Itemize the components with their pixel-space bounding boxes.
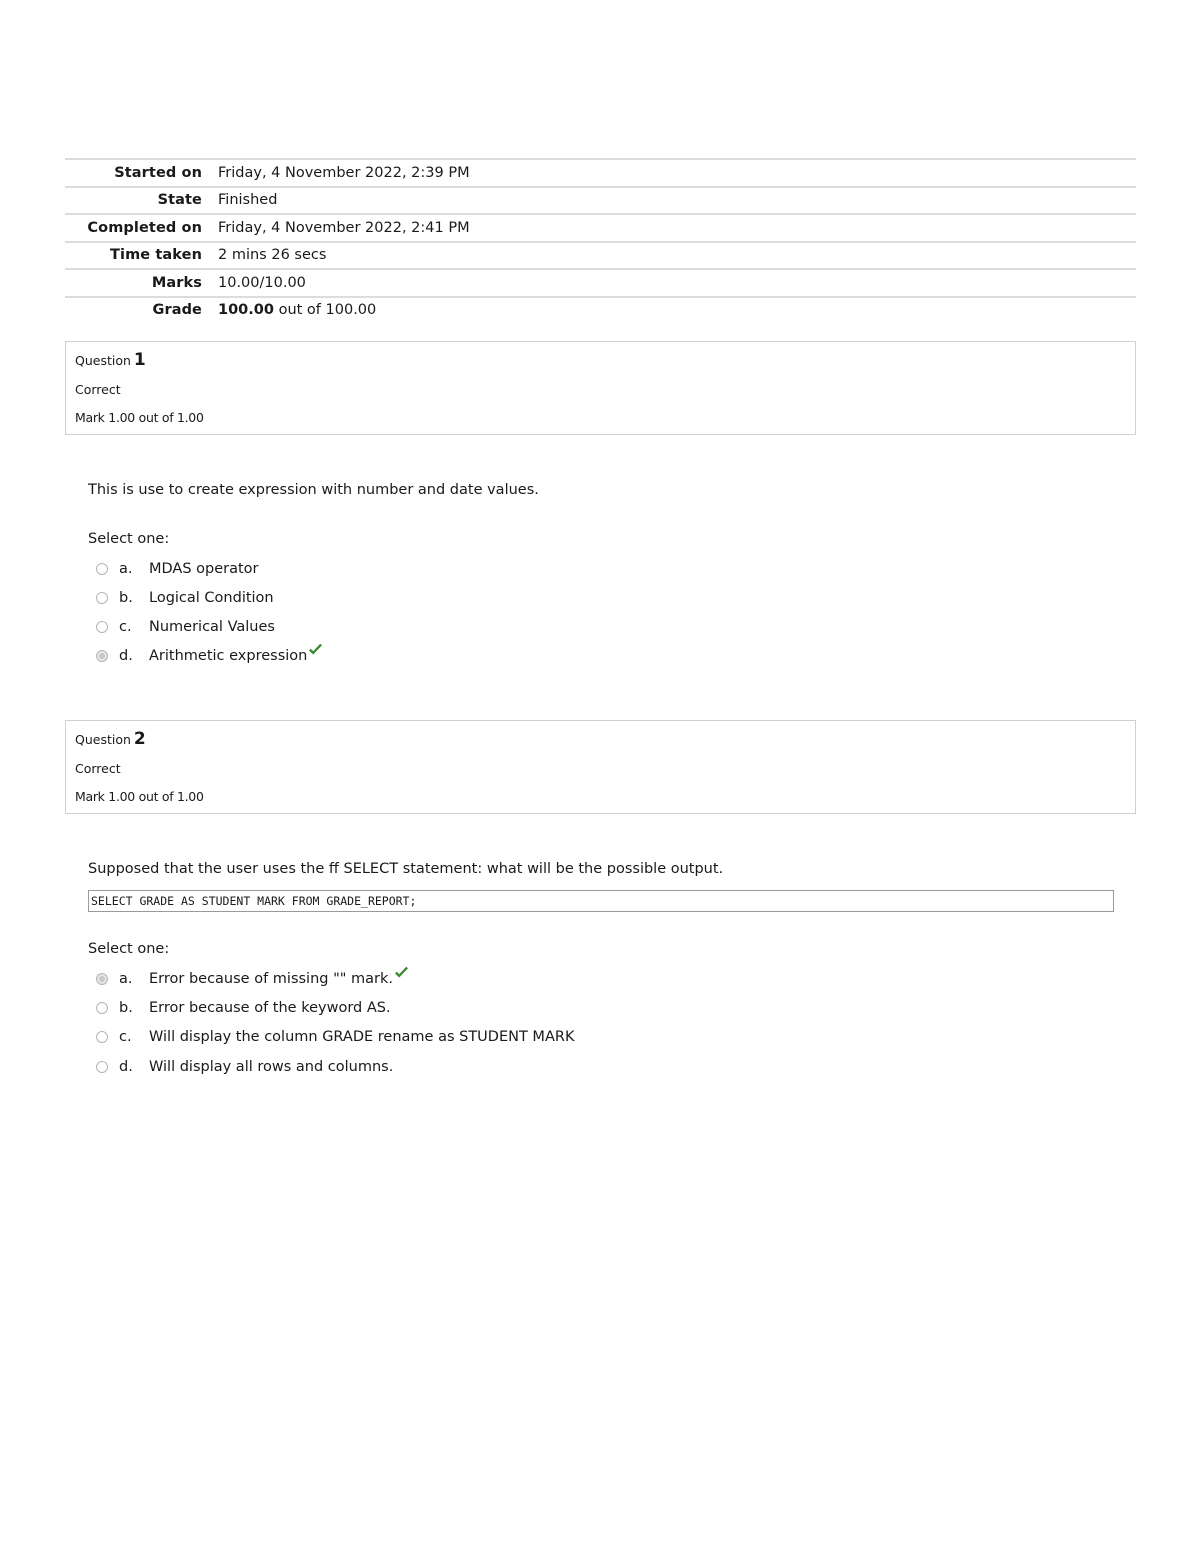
summary-value: Friday, 4 November 2022, 2:41 PM — [218, 219, 470, 236]
radio-button[interactable] — [96, 1061, 108, 1073]
answer-text: Error because of missing "" mark. — [149, 971, 394, 987]
question-grade: Mark 1.00 out of 1.00 — [75, 789, 204, 804]
answer-text: Will display all rows and columns. — [149, 1059, 394, 1075]
question-number — [75, 350, 146, 370]
question-2-text: Supposed that the user uses the ff SELECT statement: what will be the possible output. — [88, 861, 724, 877]
answer-letter: d. — [119, 1059, 133, 1075]
grade-out-of: out of 100.00 — [273, 302, 377, 319]
summary-label: Started on — [114, 164, 202, 181]
radio-button-selected[interactable] — [96, 650, 108, 662]
check-icon — [394, 966, 409, 980]
summary-value: Finished — [218, 192, 278, 209]
question-2-answer-c[interactable] — [96, 1025, 574, 1049]
summary-label: Grade — [152, 302, 202, 319]
question-number — [75, 729, 146, 749]
question-state: Correct — [75, 382, 121, 397]
summary-row-state — [65, 188, 1136, 216]
summary-label: Completed on — [87, 219, 202, 236]
question-2-answer-d[interactable] — [96, 1055, 393, 1079]
radio-button[interactable] — [96, 1002, 108, 1014]
answer-letter: a. — [119, 971, 133, 987]
question-2-prompt: Select one: — [88, 941, 170, 957]
question-1-answer-c[interactable] — [96, 615, 275, 639]
check-icon — [308, 643, 323, 657]
answer-letter: b. — [119, 1000, 133, 1016]
question-num: 1 — [133, 350, 146, 370]
answer-letter: c. — [119, 619, 132, 635]
answer-letter: d. — [119, 648, 133, 664]
question-num: 2 — [133, 729, 146, 749]
question-1-answer-d[interactable] — [96, 644, 323, 668]
question-1-answer-b[interactable] — [96, 586, 274, 610]
answer-text: Arithmetic expression — [149, 648, 308, 664]
radio-button[interactable] — [96, 1031, 108, 1043]
summary-row-started — [65, 160, 1136, 188]
answer-text: Will display the column GRADE rename as STUDENT MARK — [149, 1029, 575, 1045]
summary-row-grade — [65, 298, 1136, 324]
question-1-answer-a[interactable] — [96, 557, 259, 581]
sql-code-box: SELECT GRADE AS STUDENT MARK FROM GRADE_REPORT; — [88, 890, 1114, 912]
answer-letter: c. — [119, 1029, 132, 1045]
radio-button-selected[interactable] — [96, 973, 108, 985]
attempt-summary-table — [65, 158, 1136, 323]
summary-label: Time taken — [110, 247, 202, 264]
radio-button[interactable] — [96, 621, 108, 633]
answer-text: Error because of the keyword AS. — [149, 1000, 391, 1016]
radio-button[interactable] — [96, 592, 108, 604]
question-1-text: This is use to create expression with number and date values. — [88, 482, 539, 498]
summary-label: State — [157, 192, 202, 209]
question-2-answer-b[interactable] — [96, 996, 391, 1020]
question-label: Question — [75, 732, 131, 747]
question-state: Correct — [75, 761, 121, 776]
answer-text: Logical Condition — [149, 590, 274, 606]
summary-row-marks — [65, 270, 1136, 298]
summary-label: Marks — [151, 274, 202, 291]
question-grade: Mark 1.00 out of 1.00 — [75, 410, 204, 425]
answer-text: MDAS operator — [149, 561, 259, 577]
answer-letter: b. — [119, 590, 133, 606]
summary-value: 10.00/10.00 — [218, 274, 306, 291]
summary-row-completed — [65, 215, 1136, 243]
summary-value — [218, 302, 376, 318]
question-label: Question — [75, 353, 131, 368]
question-1-info — [65, 341, 1136, 435]
question-1-prompt: Select one: — [88, 531, 170, 547]
question-2-answer-a[interactable] — [96, 967, 409, 991]
radio-button[interactable] — [96, 563, 108, 575]
summary-value: 2 mins 26 secs — [218, 247, 327, 264]
question-2-info — [65, 720, 1136, 814]
answer-text: Numerical Values — [149, 619, 275, 635]
grade-score: 100.00 — [218, 302, 274, 319]
answer-letter: a. — [119, 561, 133, 577]
summary-value: Friday, 4 November 2022, 2:39 PM — [218, 164, 470, 181]
summary-row-time-taken — [65, 243, 1136, 271]
